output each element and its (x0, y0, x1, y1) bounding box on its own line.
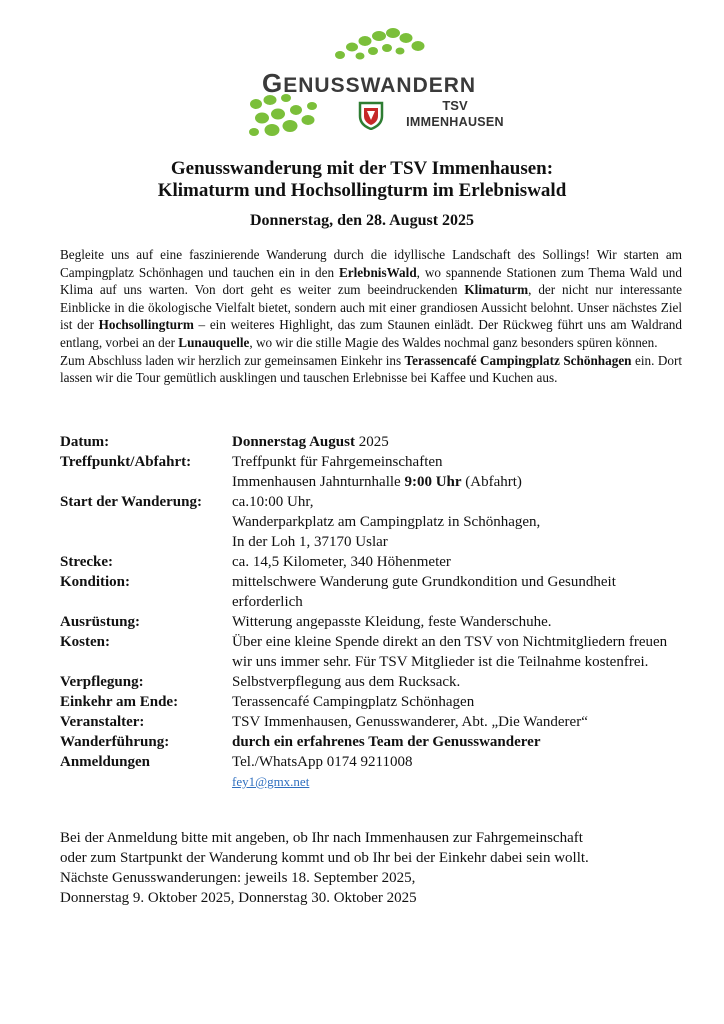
row-kondition (60, 572, 682, 612)
contact-phone: Tel./WhatsApp 0174 9211008 (232, 754, 413, 770)
genusswandern-wordmark: GENUSSWANDERN (262, 68, 477, 98)
row-verpflegung (60, 672, 682, 692)
value-veranstalter: TSV Immenhausen, Genusswanderer, Abt. „Die Wanderer“ (232, 714, 588, 730)
club-name: TSV IMMENHAUSEN (406, 98, 504, 129)
intro-paragraph-2: Zum Abschluss laden wir herzlich zur gemeinsamen Einkehr ins Terassencafé Campingplatz Schönhagen ein. Dort lassen wir die Tour gemütlich ausklingen und tauschen Erlebnisse bei Kaffee und Kuchen aus. (60, 352, 682, 386)
title-line-1: Genusswanderung mit der TSV Immenhausen: (170, 158, 554, 179)
label-einkehr: Einkehr am Ende: (60, 694, 179, 710)
row-kosten (60, 632, 682, 672)
value-verpflegung: Selbstverpflegung aus dem Rucksack. (232, 674, 461, 690)
value-kosten: Über eine kleine Spende direkt an den TSV von Nichtmitgliedern freuen wir uns immer sehr. Für TSV Mitglieder ist die Teilnahme kostenfrei. (232, 634, 668, 670)
note-line-2: oder zum Startpunkt der Wanderung kommt und ob Ihr bei der Einkehr dabei sein wollt. (60, 850, 589, 866)
value-kondition: mittelschwere Wanderung gute Grundkondition und Gesundheit erforderlich (232, 574, 616, 610)
label-kosten: Kosten: (60, 634, 110, 650)
intro-text (60, 246, 682, 387)
value-einkehr: Terassencafé Campingplatz Schönhagen (232, 694, 475, 710)
row-datum (60, 432, 682, 452)
row-treffpunkt (60, 452, 682, 492)
label-veranstalter: Veranstalter: (60, 714, 145, 730)
intro-paragraph-1: Begleite uns auf eine faszinierende Wanderung durch die idyllische Landschaft des Sollings! Wir starten am Campingplatz Schönhagen und tauchen ein in den ErlebnisWald, wo spannende Stationen zum Thema Wald und Klima auf uns warten. Von dort geht es weiter zum beeindruckenden Klimaturm, der nicht nur interessante Einblicke in die ökologische Vielfalt bietet, sondern auch mit einer grandiosen Aussicht belohnt. Unser nächstes Ziel ist der Hochsollingturm – ein weiteres Highlight, das zum Staunen einlädt. Der Rückweg führt uns am Waldrand entlang, vorbei an der Lunauquelle, wo wir die stille Magie des Waldes nochmal ganz besonders spüren können. (60, 247, 682, 350)
row-start (60, 492, 682, 552)
registration-notes (60, 828, 682, 908)
event-details (60, 432, 682, 792)
note-line-4: Donnerstag 9. Oktober 2025, Donnerstag 30. Oktober 2025 (60, 890, 417, 906)
title-line-2: Klimaturm und Hochsollingturm im Erlebniswald (157, 180, 567, 201)
label-ausruestung: Ausrüstung: (60, 614, 141, 630)
row-veranstalter (60, 712, 682, 732)
label-start: Start der Wanderung: (60, 494, 202, 510)
label-strecke: Strecke: (60, 554, 114, 570)
event-date-heading: Donnerstag, den 28. August 2025 (249, 212, 475, 229)
value-datum: Donnerstag August 2025 (232, 434, 389, 450)
row-einkehr (60, 692, 682, 712)
label-treffpunkt: Treffpunkt/Abfahrt: (60, 454, 192, 470)
value-anmeldungen (232, 752, 682, 792)
row-wanderfuehrung (60, 732, 682, 752)
label-anmeldungen: Anmeldungen (60, 754, 151, 770)
document-title (60, 158, 664, 202)
value-wanderfuehrung: durch ein erfahrenes Team der Genusswanderer (232, 734, 541, 750)
label-kondition: Kondition: (60, 574, 131, 590)
value-treffpunkt: Treffpunkt für Fahrgemeinschaften Immenhausen Jahnturnhalle 9:00 Uhr (Abfahrt) (232, 454, 522, 490)
value-start: ca.10:00 Uhr, Wanderparkplatz am Campingplatz in Schönhagen, In der Loh 1, 37170 Uslar (232, 494, 541, 550)
note-line-1: Bei der Anmeldung bitte mit angeben, ob Ihr nach Immenhausen zur Fahrgemeinschaft (60, 830, 583, 846)
value-ausruestung: Witterung angepasste Kleidung, feste Wanderschuhe. (232, 614, 552, 630)
row-strecke (60, 552, 682, 572)
label-wanderfuehrung: Wanderführung: (60, 734, 170, 750)
contact-email-link[interactable]: fey1@gmx.net (232, 774, 310, 789)
note-line-3: Nächste Genusswanderungen: jeweils 18. September 2025, (60, 870, 416, 886)
row-ausruestung (60, 612, 682, 632)
tsv-crest-icon (358, 100, 384, 130)
row-anmeldungen (60, 752, 682, 792)
label-datum: Datum: (60, 434, 110, 450)
label-verpflegung: Verpflegung: (60, 674, 144, 690)
value-strecke: ca. 14,5 Kilometer, 340 Höhenmeter (232, 554, 451, 570)
